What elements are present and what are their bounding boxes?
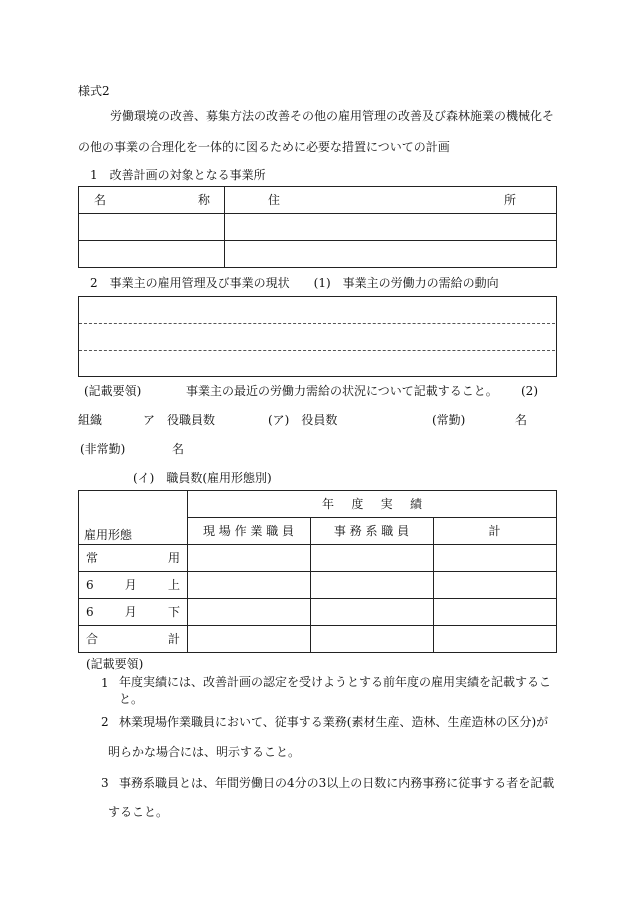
row-6months-over: 6 月 上 bbox=[86, 578, 180, 592]
employment-type-header: 雇用形態 bbox=[84, 528, 133, 542]
org-sub-a: (ア) 役員数 bbox=[268, 413, 338, 427]
section1-heading: 1 改善計画の対象となる事業所 bbox=[90, 168, 266, 182]
note-text: 事業主の最近の労働力需給の状況について記載すること。 bbox=[186, 384, 498, 398]
part-time-label: (非常勤) bbox=[80, 442, 126, 456]
field-staff-header: 現 場 作 業 職 員 bbox=[202, 524, 295, 538]
row-regular: 常 用 bbox=[86, 551, 180, 565]
part-time-unit: 名 bbox=[172, 442, 185, 456]
note-num: 3 bbox=[101, 776, 109, 790]
note-num: 2 bbox=[101, 715, 109, 729]
office-staff-header: 事 務 系 職 員 bbox=[333, 524, 410, 538]
form-label: 様式2 bbox=[78, 84, 110, 98]
next-item-number: (2) bbox=[521, 384, 538, 398]
note-text: 年度実績には、改善計画の認定を受けようとする前年度の雇用実績を記載すること。 bbox=[119, 675, 552, 706]
note-text-line1: 事務系職員とは、年間労働日の4分の3以上の日数に内務事務に従事する者を記載 bbox=[119, 776, 555, 790]
annual-results-header: 年 度 実 績 bbox=[322, 497, 422, 511]
col-address-header: 住 所 bbox=[268, 193, 516, 207]
note-num: 1 bbox=[101, 676, 109, 690]
full-time-unit: 名 bbox=[515, 413, 528, 427]
total-header: 計 bbox=[488, 524, 501, 538]
notes-label: (記載要領) bbox=[86, 657, 144, 671]
row-total: 合 計 bbox=[86, 632, 180, 646]
note-text-line1: 林業現場作業職員において、従事する業務(素材生産、造林、生産造林の区分)が bbox=[119, 715, 549, 729]
org-item-a: ア 役職員数 bbox=[143, 413, 216, 427]
org-label: 組織 bbox=[78, 413, 103, 427]
section2-heading: 2 事業主の雇用管理及び事業の現状 (1) 事業主の労働力の需給の動向 bbox=[90, 276, 499, 290]
doc-title-line1: 労働環境の改善、募集方法の改善その他の雇用管理の改善及び森林施業の機械化そ bbox=[110, 109, 555, 123]
row-6months-under: 6 月 下 bbox=[86, 605, 180, 619]
note-text-line2: 明らかな場合には、明示すること。 bbox=[108, 745, 301, 759]
note-text-line2: すること。 bbox=[108, 805, 169, 819]
doc-title-line2: の他の事業の合理化を一体的に図るために必要な措置についての計画 bbox=[78, 140, 450, 154]
full-time-label: (常勤) bbox=[432, 413, 466, 427]
col-name-header: 名 称 bbox=[94, 193, 210, 207]
staff-heading: (イ) 職員数(雇用形態別) bbox=[133, 471, 272, 485]
note-label: (記載要領) bbox=[84, 384, 142, 398]
